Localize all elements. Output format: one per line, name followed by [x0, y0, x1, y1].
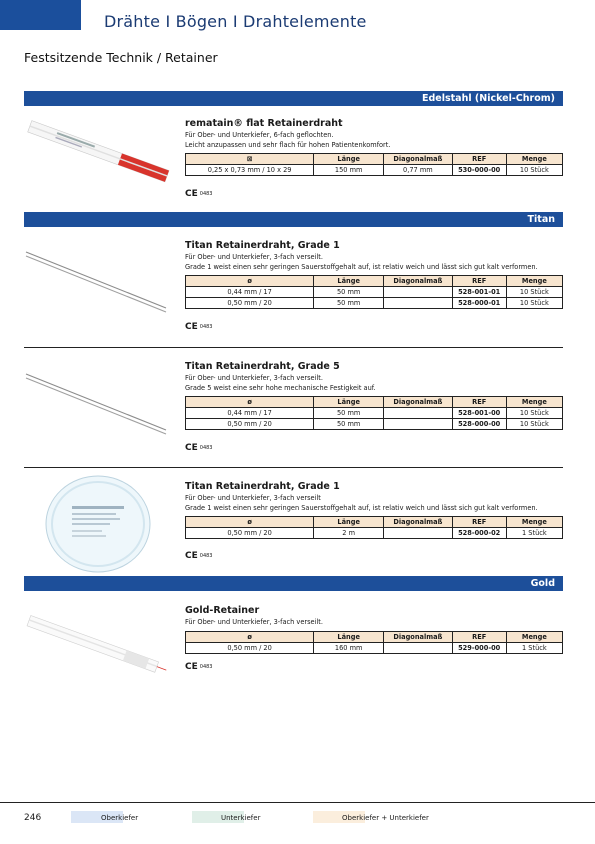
- ce-number: 0483: [199, 552, 213, 559]
- col-header-diameter: ø: [186, 276, 314, 287]
- legend-label-ober-unterkiefer: Oberkiefer + Unterkiefer: [342, 814, 429, 822]
- spec-table: [185, 396, 563, 430]
- product-description: Für Ober- und Unterkiefer, 3-fach verseilt.: [185, 253, 323, 261]
- cell-quantity: 10 Stück: [506, 298, 562, 309]
- section-divider: [24, 347, 563, 348]
- ce-number: 0483: [199, 663, 213, 670]
- product-description: Für Ober- und Unterkiefer, 3-fach verseilt.: [185, 374, 323, 382]
- product-title: Gold-Retainer: [185, 605, 260, 616]
- product-image-titan-wire-grade1: [22, 246, 172, 320]
- cell-ref: 528-001-01: [452, 287, 506, 298]
- spec-table: [185, 153, 563, 176]
- product-image-titan-wire-grade5: [22, 368, 172, 442]
- ce-mark: [185, 322, 213, 332]
- col-header-ref: REF: [452, 517, 506, 528]
- cell-quantity: 10 Stück: [506, 419, 562, 430]
- product-image-rematain: [22, 115, 172, 199]
- cell-quantity: 10 Stück: [506, 165, 562, 176]
- col-header-diameter: ø: [186, 397, 314, 408]
- spec-table: [185, 631, 563, 654]
- cell-dimension: 0,50 mm / 20: [186, 528, 314, 539]
- cell-dimension: 0,44 mm / 17: [186, 287, 314, 298]
- col-header-quantity: Menge: [506, 276, 562, 287]
- ce-mark: [185, 662, 213, 672]
- cell-dimension: 0,50 mm / 20: [186, 419, 314, 430]
- col-header-diagonal: Diagonalmaß: [384, 154, 453, 165]
- table-row: [186, 408, 563, 419]
- col-header-quantity: Menge: [506, 631, 562, 642]
- ce-number: 0483: [199, 444, 213, 451]
- cell-ref: 528-000-00: [452, 419, 506, 430]
- cell-quantity: 10 Stück: [506, 287, 562, 298]
- cell-length: 50 mm: [314, 408, 384, 419]
- ce-number: 0483: [199, 190, 213, 197]
- col-header-quantity: Menge: [506, 397, 562, 408]
- col-header-ref: REF: [452, 397, 506, 408]
- col-header-length: Länge: [314, 154, 384, 165]
- cell-quantity: 1 Stück: [506, 528, 562, 539]
- product-title: Titan Retainerdraht, Grade 1: [185, 240, 340, 251]
- cell-diagonal: [384, 298, 453, 309]
- table-row: [186, 165, 563, 176]
- ce-icon: CE: [185, 322, 198, 332]
- col-header-dimension: ⊠: [186, 154, 314, 165]
- legend-label-oberkiefer: Oberkiefer: [101, 814, 139, 822]
- table-row: [186, 287, 563, 298]
- col-header-ref: REF: [452, 276, 506, 287]
- product-description: Grade 1 weist einen sehr geringen Sauerstoffgehalt auf, ist relativ weich und lässt sich gut kalt verformen.: [185, 503, 538, 512]
- table-row: [186, 642, 563, 653]
- col-header-length: Länge: [314, 397, 384, 408]
- cell-diagonal: [384, 642, 453, 653]
- cell-ref: 528-000-01: [452, 298, 506, 309]
- cell-length: 50 mm: [314, 298, 384, 309]
- product-description: Grade 5 weist eine sehr hohe mechanische Festigkeit auf.: [185, 383, 376, 392]
- product-image-gold-retainer: [22, 612, 172, 686]
- product-titan-grade1: [185, 240, 563, 309]
- product-title: Titan Retainerdraht, Grade 1: [185, 481, 340, 492]
- product-description: Für Ober- und Unterkiefer, 6-fach geflochten.: [185, 131, 334, 139]
- ce-mark: [185, 551, 213, 561]
- section-band-gold: Gold: [24, 576, 563, 591]
- col-header-diagonal: Diagonalmaß: [384, 517, 453, 528]
- cell-ref: 529-000-00: [452, 642, 506, 653]
- product-titan-grade5: [185, 361, 563, 430]
- section-divider: [24, 467, 563, 468]
- col-header-length: Länge: [314, 517, 384, 528]
- cell-diagonal: [384, 528, 453, 539]
- ce-icon: CE: [185, 551, 198, 561]
- col-header-length: Länge: [314, 631, 384, 642]
- footer-divider: [0, 802, 595, 803]
- page-number: 246: [24, 813, 42, 823]
- cell-dimension: 0,50 mm / 20: [186, 298, 314, 309]
- section-band-titan: Titan: [24, 212, 563, 227]
- page-subtitle: Festsitzende Technik / Retainer: [24, 50, 218, 65]
- col-header-diagonal: Diagonalmaß: [384, 276, 453, 287]
- cell-ref: 528-001-00: [452, 408, 506, 419]
- legend-label-unterkiefer: Unterkiefer: [221, 814, 261, 822]
- page-title: Drähte I Bögen I Drahtelemente: [104, 12, 367, 31]
- cell-diagonal: [384, 408, 453, 419]
- col-header-quantity: Menge: [506, 154, 562, 165]
- cell-length: 50 mm: [314, 419, 384, 430]
- cell-ref: 530-000-00: [452, 165, 506, 176]
- cell-diagonal: 0,77 mm: [384, 165, 453, 176]
- cell-quantity: 10 Stück: [506, 408, 562, 419]
- col-header-ref: REF: [452, 154, 506, 165]
- product-image-titan-spool: [44, 474, 152, 578]
- spec-table: [185, 275, 563, 309]
- product-description: Für Ober- und Unterkiefer, 3-fach verseilt.: [185, 618, 323, 626]
- cell-length: 2 m: [314, 528, 384, 539]
- cell-dimension: 0,50 mm / 20: [186, 642, 314, 653]
- ce-number: 0483: [199, 323, 213, 330]
- cell-length: 150 mm: [314, 165, 384, 176]
- ce-mark: [185, 443, 213, 453]
- table-row: [186, 528, 563, 539]
- product-rematain-flat: [185, 118, 563, 176]
- cell-diagonal: [384, 419, 453, 430]
- product-description: Grade 1 weist einen sehr geringen Sauerstoffgehalt auf, ist relativ weich und lässt sich gut kalt verformen.: [185, 262, 538, 271]
- product-description: Leicht anzupassen und sehr flach für hohen Patientenkomfort.: [185, 140, 391, 149]
- ce-icon: CE: [185, 443, 198, 453]
- product-titan-grade1-spool: [185, 481, 563, 539]
- product-description: Für Ober- und Unterkiefer, 3-fach verseilt: [185, 494, 321, 502]
- cell-length: 160 mm: [314, 642, 384, 653]
- product-title: rematain® flat Retainerdraht: [185, 118, 343, 129]
- ce-mark: [185, 189, 213, 199]
- section-band-edelstahl: Edelstahl (Nickel-Chrom): [24, 91, 563, 106]
- ce-icon: CE: [185, 189, 198, 199]
- cell-dimension: 0,44 mm / 17: [186, 408, 314, 419]
- cell-dimension: 0,25 x 0,73 mm / 10 x 29: [186, 165, 314, 176]
- col-header-diameter: ø: [186, 631, 314, 642]
- col-header-diagonal: Diagonalmaß: [384, 397, 453, 408]
- header-color-block: [0, 0, 81, 30]
- ce-icon: CE: [185, 662, 198, 672]
- cell-length: 50 mm: [314, 287, 384, 298]
- product-gold-retainer: [185, 605, 563, 654]
- product-title: Titan Retainerdraht, Grade 5: [185, 361, 340, 372]
- col-header-diameter: ø: [186, 517, 314, 528]
- col-header-diagonal: Diagonalmaß: [384, 631, 453, 642]
- col-header-quantity: Menge: [506, 517, 562, 528]
- col-header-length: Länge: [314, 276, 384, 287]
- table-row: [186, 298, 563, 309]
- spec-table: [185, 516, 563, 539]
- col-header-ref: REF: [452, 631, 506, 642]
- cell-diagonal: [384, 287, 453, 298]
- table-row: [186, 419, 563, 430]
- cell-ref: 528-000-02: [452, 528, 506, 539]
- cell-quantity: 1 Stück: [506, 642, 562, 653]
